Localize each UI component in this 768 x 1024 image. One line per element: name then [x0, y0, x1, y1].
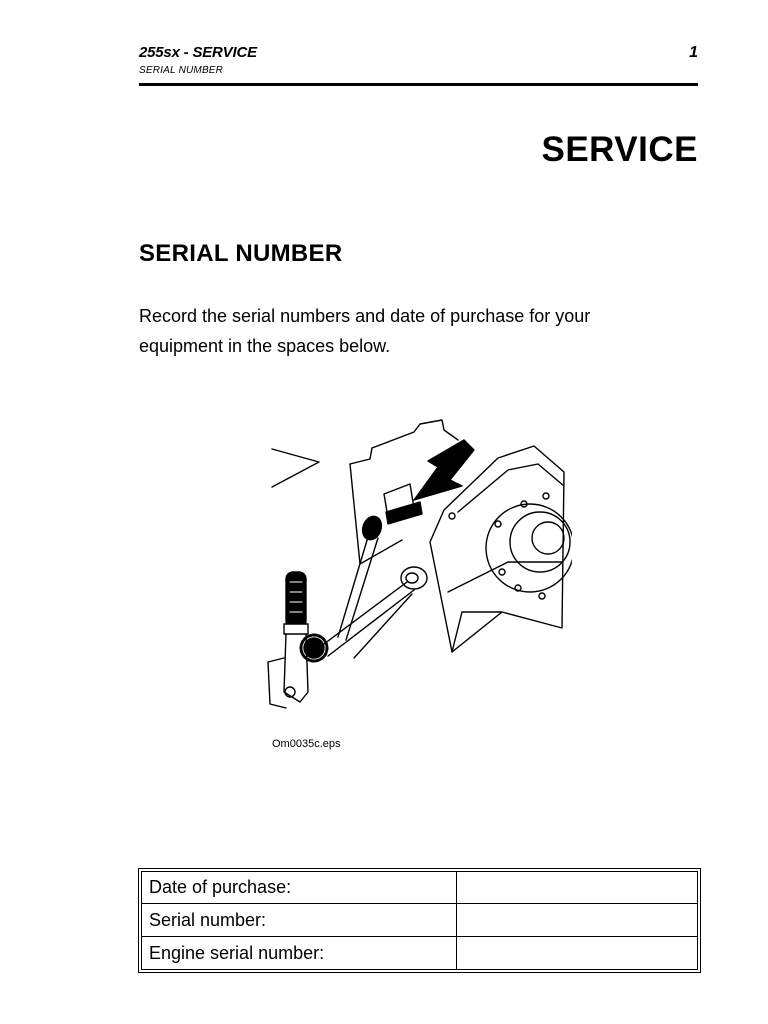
table-row: [141, 871, 698, 904]
running-header: [139, 44, 698, 76]
table-row: [141, 937, 698, 970]
arrow-icon: [414, 440, 474, 500]
date-of-purchase-label: Date of purchase:: [141, 871, 457, 904]
serial-number-label: Serial number:: [141, 904, 457, 937]
engine-serial-number-label: Engine serial number:: [141, 937, 457, 970]
page-number: 1: [689, 44, 698, 61]
page-title: SERVICE: [541, 130, 698, 169]
header-rule: [139, 83, 698, 86]
handle-grip: [284, 572, 308, 702]
figure-caption: Om0035c.eps: [272, 738, 341, 750]
gear-icon: [301, 635, 327, 661]
serial-plate: [384, 484, 422, 524]
serial-number-field[interactable]: [457, 904, 698, 937]
date-of-purchase-field[interactable]: [457, 871, 698, 904]
header-subtitle: SERIAL NUMBER: [139, 65, 224, 76]
record-table: [138, 868, 701, 973]
table-row: [141, 904, 698, 937]
control-lever: [338, 514, 385, 640]
engine-flange: [449, 493, 572, 599]
section-body: Record the serial numbers and date of purchase for your equipment in the spaces below.: [139, 306, 591, 356]
section-heading: SERIAL NUMBER: [139, 240, 343, 267]
engine-serial-number-field[interactable]: [457, 937, 698, 970]
header-title: 255sx - SERVICE: [139, 44, 257, 61]
serial-plate-location-illustration: [262, 412, 572, 712]
